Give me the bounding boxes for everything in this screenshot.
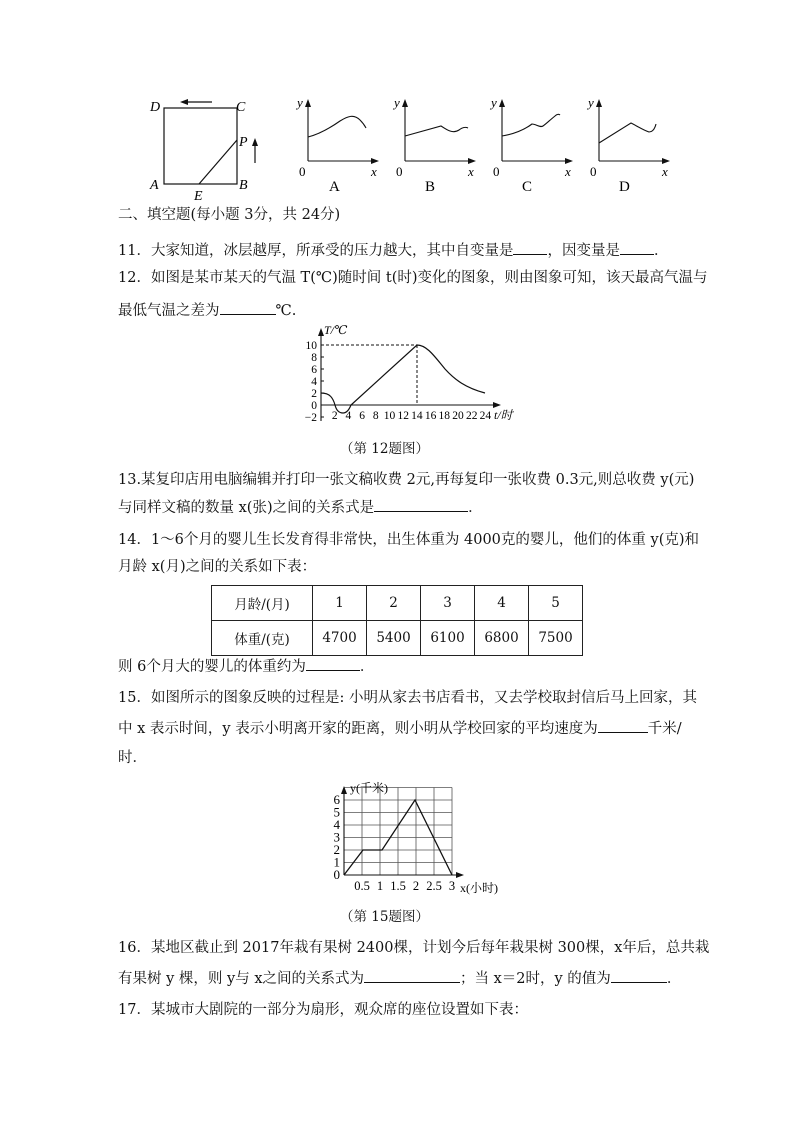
svg-text:y: y xyxy=(394,95,400,110)
question-16-line-2: 有果树 y 棵，则 y与 x之间的关系式为 ；当 x＝2时，y 的值为 ． xyxy=(118,968,681,989)
table-cell: 4700 xyxy=(313,621,367,656)
option-d-label: D xyxy=(619,179,630,195)
table-cell: 5400 xyxy=(367,621,421,656)
table-cell: 6100 xyxy=(421,621,475,656)
question-14-line-3: 则 6个月大的婴儿的体重约为 ． xyxy=(118,656,374,677)
chart12-y-label: T/℃ xyxy=(324,323,348,337)
q13-blank[interactable] xyxy=(374,497,468,512)
option-b-label: B xyxy=(425,179,436,195)
option-graph-a xyxy=(295,95,379,195)
q16-blank-1[interactable] xyxy=(364,968,460,983)
temperature-curve xyxy=(321,345,485,413)
svg-text:0: 0 xyxy=(493,164,500,179)
svg-text:0: 0 xyxy=(396,164,403,179)
label-d: D xyxy=(150,100,161,115)
question-13-line-1: 13.某复印店用电脑编辑并打印一张文稿收费 2元,再每复印一张收费 0.3元,则总收费 y(元) xyxy=(118,472,695,488)
chart15-y-label: y(千米) xyxy=(350,781,388,795)
svg-text:y: y xyxy=(491,95,497,110)
table-cell: 5 xyxy=(529,586,583,621)
chart15-x-tick: 1 xyxy=(376,879,384,893)
question-12-line-1: 12．如图是某市某天的气温 T(℃)随时间 t(时)变化的图象，则由图象可知，该天最高气温与 xyxy=(118,270,708,286)
chart15-y-tick: 1 xyxy=(333,854,340,870)
q15-blank[interactable] xyxy=(598,718,648,733)
label-e: E xyxy=(194,189,203,202)
chart12-x-tick: 22 xyxy=(465,410,478,422)
top-figures xyxy=(140,90,700,202)
chart12-x-tick: 10 xyxy=(383,410,396,422)
chart12-x-tick: 20 xyxy=(452,410,464,422)
svg-text:y: y xyxy=(297,95,303,110)
table-row-months xyxy=(212,586,583,621)
chart12-y-tick: 0 xyxy=(311,400,317,412)
distance-chart xyxy=(325,780,525,895)
svg-text:0: 0 xyxy=(299,164,306,179)
chart12-y-tick: 8 xyxy=(311,352,317,364)
question-15-line-2: 中 x 表示时间，y 表示小明离开家的距离，则小明从学校回家的平均速度为 千米/ xyxy=(118,718,682,739)
question-13-line-2: 与同样文稿的数量 x(张)之间的关系式是 ． xyxy=(118,497,483,518)
square-figure xyxy=(149,99,258,202)
q11-blank-1[interactable] xyxy=(513,240,547,255)
chart15-x-tick: 2 xyxy=(412,879,420,893)
svg-text:x: x xyxy=(662,164,668,179)
table-cell: 4 xyxy=(475,586,529,621)
chart12-y-tick: 2 xyxy=(311,388,317,400)
chart15-y-tick: 2 xyxy=(333,842,340,857)
option-a-label: A xyxy=(329,179,340,195)
table-row-weights xyxy=(212,621,583,656)
label-a: A xyxy=(150,178,159,193)
table-cell: 2 xyxy=(367,586,421,621)
figure-15-caption: （第 15题图） xyxy=(340,909,429,925)
svg-text:x: x xyxy=(371,164,377,179)
svg-text:x: x xyxy=(468,164,474,179)
question-17-line-1: 17．某城市大剧院的一部分为扇形，观众席的座位设置如下表： xyxy=(118,1002,528,1018)
chart12-y-tick: −2 xyxy=(304,412,317,424)
q16-blank-2[interactable] xyxy=(611,968,667,983)
label-b: B xyxy=(239,178,248,193)
question-15-line-3: 时． xyxy=(118,750,147,766)
option-graph-b xyxy=(392,95,476,195)
svg-text:x: x xyxy=(565,164,571,179)
option-graph-c xyxy=(489,95,573,195)
chart12-x-tick: 24 xyxy=(479,410,492,422)
chart12-x-tick: 4 xyxy=(345,410,352,422)
table-cell: 3 xyxy=(421,586,475,621)
table-cell: 1 xyxy=(313,586,367,621)
chart12-x-tick: 12 xyxy=(397,410,409,422)
question-16-line-1: 16．某地区截止到 2017年栽有果树 2400棵，计划今后每年栽果树 300棵，x年后，总共栽 xyxy=(118,940,710,956)
temperature-chart xyxy=(300,322,520,432)
section-title: 二、填空题(每小题 3分，共 24分) xyxy=(118,207,341,223)
question-14-line-2: 月龄 x(月)之间的关系如下表： xyxy=(118,559,317,575)
question-11: 11．大家知道，冰层越厚，所承受的压力越大，其中自变量是 ，因变量是 ． xyxy=(118,240,668,261)
chart12-x-tick: 16 xyxy=(424,410,437,422)
chart15-y-tick: 3 xyxy=(333,829,340,845)
chart12-x-tick: 6 xyxy=(359,410,365,422)
chart12-y-tick: 6 xyxy=(311,364,317,376)
chart15-x-label: x(小时) xyxy=(460,881,498,895)
chart15-x-tick: 3 xyxy=(448,879,456,893)
question-14-line-1: 14．1～6个月的婴儿生长发育得非常快，出生体重为 4000克的婴儿，他们的体重 y(克)和 xyxy=(118,532,700,548)
chart12-x-tick: 14 xyxy=(411,410,423,422)
q12-blank[interactable] xyxy=(220,300,276,315)
q11-blank-2[interactable] xyxy=(620,240,654,255)
question-15-line-1: 15．如图所示的图象反映的过程是: 小明从家去书店看书，又去学校取封信后马上回家，其 xyxy=(118,690,697,706)
question-12-line-2: 最低气温之差为 ℃. xyxy=(118,300,296,321)
label-p: P xyxy=(239,135,248,150)
chart12-x-tick: 18 xyxy=(438,410,451,422)
table-cell: 7500 xyxy=(529,621,583,656)
q14-blank[interactable] xyxy=(306,656,360,671)
chart15-x-tick: 0.5 xyxy=(354,879,370,893)
chart15-y-tick: 6 xyxy=(333,792,340,807)
table-header-weight: 体重/(克) xyxy=(212,621,313,656)
chart12-x-tick: 8 xyxy=(372,410,379,422)
chart15-x-tick: 2.5 xyxy=(426,879,442,893)
chart12-y-tick: 10 xyxy=(305,340,317,352)
chart12-x-label: t/时 xyxy=(494,408,513,422)
table-cell: 6800 xyxy=(475,621,529,656)
chart15-y-tick: 0 xyxy=(333,867,340,882)
svg-text:0: 0 xyxy=(590,164,597,179)
option-graph-d xyxy=(586,95,670,195)
svg-text:y: y xyxy=(588,95,594,110)
weight-table xyxy=(211,585,583,656)
chart15-x-tick: 1.5 xyxy=(390,879,406,893)
chart15-y-tick: 4 xyxy=(333,817,340,832)
chart12-x-tick: 2 xyxy=(331,410,338,422)
label-c: C xyxy=(236,100,246,115)
figure-12-caption: （第 12题图） xyxy=(340,441,429,457)
table-header-month: 月龄/(月) xyxy=(212,586,313,621)
option-c-label: C xyxy=(522,179,533,195)
chart12-y-tick: 4 xyxy=(311,376,317,388)
chart15-y-tick: 5 xyxy=(333,804,340,820)
